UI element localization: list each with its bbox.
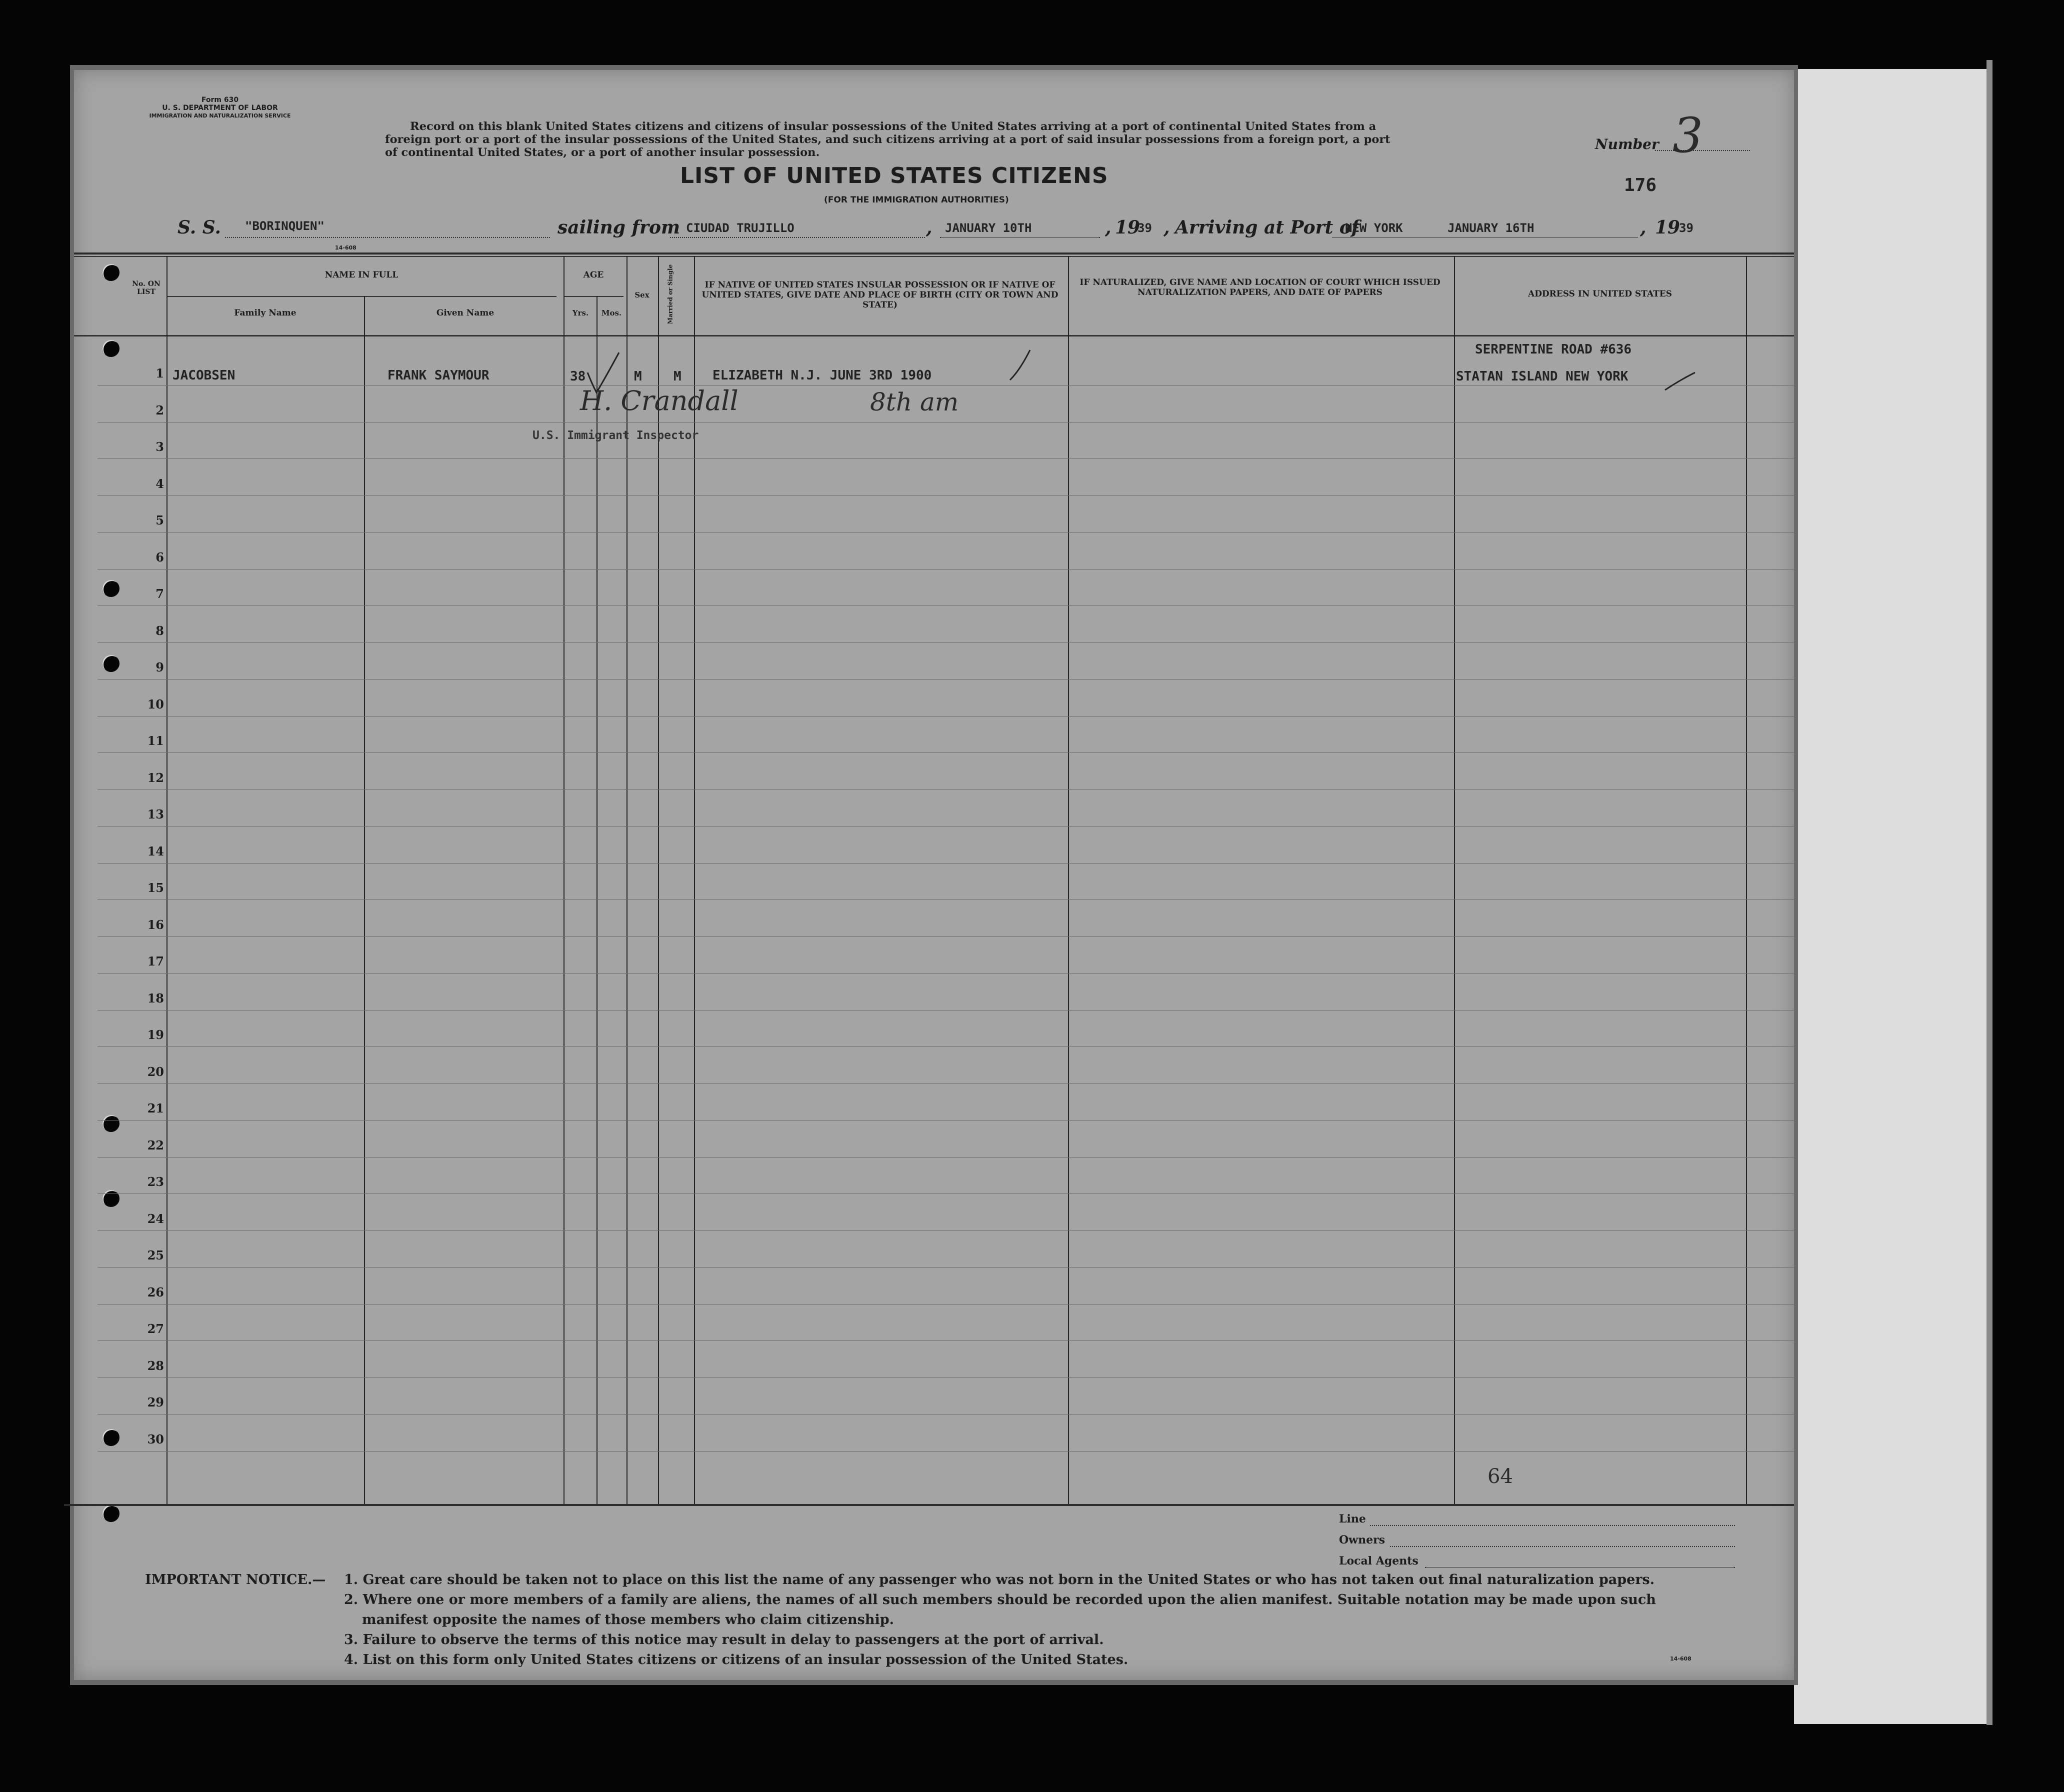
row-number: 12 [147, 770, 164, 785]
handwritten-note: 8th am [870, 388, 959, 416]
entry-given-name: FRANK SAYMOUR [388, 368, 490, 383]
page-title: LIST OF UNITED STATES CITIZENS [680, 163, 1108, 188]
col-mos-header: Mos. [601, 308, 622, 318]
entry-married: M [674, 369, 682, 384]
service-name: IMMIGRATION AND NATURALIZATION SERVICE [149, 112, 291, 119]
agents-label: Local Agents [1339, 1554, 1418, 1568]
record-line-1: Record on this blank United States citizens and citizens of insular possessions of the United States arriving at a port of continental United States from a [410, 120, 1376, 133]
from-port: CIUDAD TRUJILLO [686, 221, 794, 235]
arrival-year: 39 [1679, 221, 1694, 235]
col-no-header: No. ON LIST [132, 280, 160, 296]
ss-label: S. S. [178, 217, 222, 238]
entry-sex: M [634, 369, 642, 384]
col-age-header: AGE [583, 270, 604, 280]
sailing-label: sailing from [558, 217, 680, 238]
row-number: 28 [147, 1358, 164, 1373]
number-value: 3 [1672, 108, 1704, 164]
inspector-title: U.S. Immigrant Inspector [532, 429, 699, 442]
row-number: 16 [147, 917, 164, 932]
entry-family-name: JACOBSEN [172, 368, 236, 383]
col-yrs-header: Yrs. [572, 308, 589, 318]
comma: , [926, 217, 932, 238]
entry-birth: ELIZABETH N.J. JUNE 3RD 1900 [712, 368, 932, 383]
arrival-year-prefix: 19 [1655, 217, 1680, 238]
row-number: 2 [156, 402, 164, 418]
entry-address-2: STATAN ISLAND NEW YORK [1456, 369, 1628, 384]
row-number: 7 [156, 586, 164, 601]
col-sex-header: Sex [634, 290, 650, 300]
row-number: 1 [156, 366, 164, 380]
col-address-header: ADDRESS IN UNITED STATES [1528, 289, 1672, 299]
line-fill [1370, 1525, 1735, 1526]
page-note: 64 [1488, 1465, 1513, 1488]
notice-item-1: 1. Great care should be taken not to place on this list the name of any passenger who was not born in the United States or who has not taken out final naturalization papers. [344, 1572, 1655, 1588]
page-subtitle: (FOR THE IMMIGRATION AUTHORITIES) [824, 195, 1009, 205]
col-given-header: Given Name [436, 308, 494, 318]
arriving-label: Arriving at Port of [1175, 217, 1360, 238]
col-married-header: Married or Single [666, 264, 674, 324]
number-label: Number [1595, 136, 1659, 152]
owners-label: Owners [1339, 1534, 1386, 1546]
row-number: 6 [156, 550, 164, 564]
sheet-number: 176 [1624, 175, 1657, 196]
row-number: 22 [147, 1138, 164, 1152]
row-number: 13 [147, 807, 164, 822]
notice-item-3: 3. Failure to observe the terms of this notice may result in delay to passengers at the port of arrival. [344, 1632, 1104, 1648]
row-number: 4 [156, 476, 164, 491]
record-line-3: of continental United States, or a port of another insular possession. [385, 146, 820, 159]
comma: , [1105, 217, 1112, 238]
row-number: 10 [147, 696, 164, 712]
row-number: 11 [147, 734, 164, 748]
agents-fill [1425, 1567, 1735, 1568]
row-number: 9 [156, 660, 164, 674]
notice-heading: IMPORTANT NOTICE.— [145, 1572, 326, 1588]
notice-item-4: 4. List on this form only United States citizens or citizens of an insular possession of the United States. [344, 1652, 1128, 1668]
row-number: 24 [147, 1211, 164, 1226]
entry-address-1: SERPENTINE ROAD #636 [1475, 342, 1632, 357]
col-name-header: NAME IN FULL [324, 270, 398, 280]
arrival-date: JANUARY 16TH [1448, 221, 1534, 235]
row-number: 23 [147, 1174, 164, 1189]
record-line-2: foreign port or a port of the insular possessions of the United States, and such citizens arriving at a port of said insular possessions from a foreign port, a port [385, 133, 1390, 146]
check-mark-icon [1665, 372, 1695, 390]
footer-code: 14-608 [1670, 1656, 1692, 1662]
depart-date: JANUARY 10TH [945, 221, 1032, 235]
comma: , [1164, 217, 1170, 238]
row-number: 21 [147, 1101, 164, 1116]
row-number: 26 [147, 1284, 164, 1300]
row-number: 17 [147, 954, 164, 968]
row-number: 15 [147, 880, 164, 895]
row-number: 14 [147, 844, 164, 858]
row-number: 18 [147, 990, 164, 1006]
form-number: Form 630 [201, 96, 239, 104]
department-name: U. S. DEPARTMENT OF LABOR [162, 104, 278, 112]
row-number: 30 [147, 1432, 164, 1446]
row-number: 19 [147, 1028, 164, 1042]
notice-item-2-cont: manifest opposite the names of those members who claim citizenship. [362, 1612, 894, 1628]
notice-item-2: 2. Where one or more members of a family are aliens, the names of all such members should be recorded upon the alien manifest. Suitable notation may be made upon such [344, 1592, 1656, 1608]
inspector-signature: H. Crandall [580, 385, 738, 416]
arrival-port: NEW YORK [1345, 221, 1403, 235]
entry-age-yrs: 38 [570, 369, 586, 384]
row-number: 20 [147, 1064, 164, 1079]
row-number: 29 [147, 1395, 164, 1410]
col-native-header: IF NATIVE OF UNITED STATES INSULAR POSSESSION OR IF NATIVE OF UNITED STATES, GIVE DATE AND PLACE OF BIRTH (CITY OR TOWN AND STATE) [702, 280, 1058, 310]
col-family-header: Family Name [234, 308, 296, 318]
depart-year: 39 [1138, 221, 1152, 235]
row-number: 25 [147, 1248, 164, 1262]
depart-year-prefix: 19 [1115, 217, 1140, 238]
ship-name: "BORINQUEN" [245, 219, 324, 233]
form-code: 14-608 [335, 244, 356, 251]
line-label: Line [1339, 1512, 1366, 1526]
row-number: 5 [156, 513, 164, 528]
comma: , [1640, 217, 1646, 238]
row-number: 8 [156, 623, 164, 638]
owners-fill [1390, 1546, 1735, 1547]
check-mark-icon [1010, 350, 1030, 380]
notice-list [344, 1570, 1754, 1670]
row-number: 3 [156, 440, 164, 454]
col-naturalized-header: IF NATURALIZED, GIVE NAME AND LOCATION OF COURT WHICH ISSUED NATURALIZATION PAPERS, AND DATE OF PAPERS [1080, 278, 1440, 298]
row-number: 27 [147, 1322, 164, 1336]
